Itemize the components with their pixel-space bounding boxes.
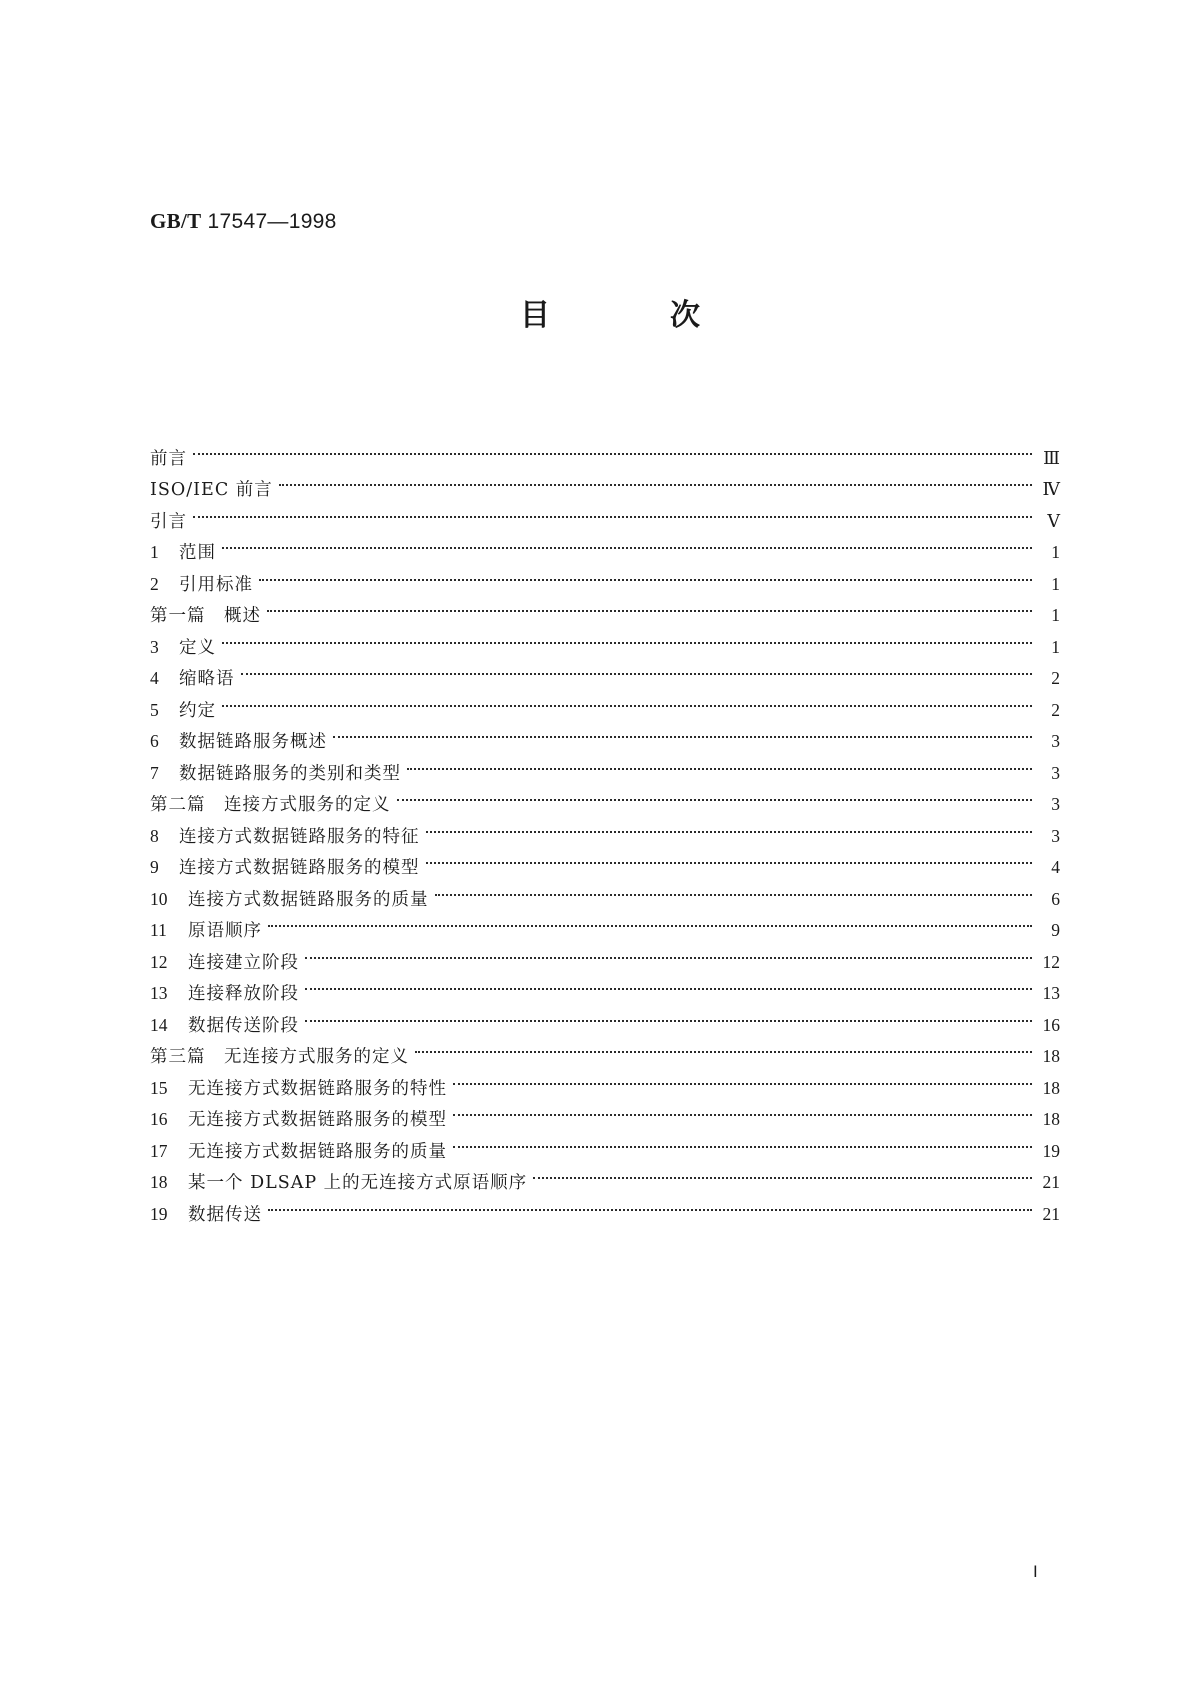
toc-dot-leader xyxy=(426,842,1035,874)
toc-entry-page: 1 xyxy=(1051,542,1060,562)
table-of-contents xyxy=(150,432,1060,1225)
toc-entry-page: 2 xyxy=(1051,699,1060,720)
toc-entry-page: 19 xyxy=(1042,1140,1060,1161)
toc-entry-page: Ⅳ xyxy=(1042,479,1060,499)
toc-entry[interactable] xyxy=(150,432,1060,469)
toc-entry-label: 数据传送 xyxy=(188,1204,262,1225)
toc-dot-leader xyxy=(193,432,1034,464)
toc-entry-label: 数据传送阶段 xyxy=(188,1015,299,1036)
toc-title xyxy=(520,298,700,334)
toc-entry-label: 范围 xyxy=(179,543,216,563)
toc-entry-label: 引用标准 xyxy=(179,574,253,595)
toc-entry-label: 第三篇 无连接方式服务的定义 xyxy=(150,1047,409,1067)
toc-entry[interactable] xyxy=(150,905,1060,941)
toc-entry-label: 连接方式数据链路服务的特征 xyxy=(179,826,420,847)
toc-entry-page: 18 xyxy=(1042,1109,1060,1129)
toc-entry-page: 1 xyxy=(1051,605,1060,625)
toc-entry-page: 3 xyxy=(1051,825,1060,846)
toc-dot-leader xyxy=(533,1157,1034,1189)
toc-entry-number: 11 xyxy=(150,920,167,940)
toc-entry-page: Ⅴ xyxy=(1047,510,1060,531)
toc-entry-label: 连接释放阶段 xyxy=(188,984,299,1004)
toc-entry-label: 连接方式数据链路服务的质量 xyxy=(188,889,429,910)
toc-entry-number: 3 xyxy=(150,636,159,657)
toc-entry-page: 1 xyxy=(1051,636,1060,657)
toc-entry[interactable] xyxy=(150,716,1060,752)
toc-entry[interactable] xyxy=(150,495,1060,532)
toc-entry-label: 缩略语 xyxy=(179,669,235,689)
toc-entry-number: 5 xyxy=(150,699,159,720)
toc-entry-number: 16 xyxy=(150,1109,168,1129)
toc-entry-number: 7 xyxy=(150,762,159,783)
toc-entry-page: 9 xyxy=(1051,920,1060,940)
toc-entry-label: 约定 xyxy=(179,700,216,721)
toc-entry-page: Ⅲ xyxy=(1043,447,1060,468)
toc-entry-page: 4 xyxy=(1051,857,1060,877)
toc-entry-number: 12 xyxy=(150,951,168,972)
toc-entry-label: 某一个 DLSAP 上的无连接方式原语顺序 xyxy=(188,1173,528,1193)
toc-entry[interactable] xyxy=(150,684,1060,721)
toc-dot-leader xyxy=(268,1188,1034,1220)
toc-entry-label: 无连接方式数据链路服务的特性 xyxy=(188,1078,447,1099)
toc-dot-leader xyxy=(453,1062,1034,1094)
toc-dot-leader xyxy=(268,905,1034,937)
standard-code xyxy=(150,208,337,235)
toc-entry-label: 前言 xyxy=(150,448,187,469)
toc-entry-label: 连接方式数据链路服务的模型 xyxy=(179,858,420,878)
toc-entry-number: 2 xyxy=(150,573,159,594)
standard-code-number: 17547—1998 xyxy=(207,210,337,233)
toc-dot-leader xyxy=(193,495,1034,527)
toc-entry-label: 数据链路服务的类别和类型 xyxy=(179,763,401,784)
toc-entry-page: 3 xyxy=(1051,794,1060,814)
toc-entry-label: ISO/IEC 前言 xyxy=(150,480,273,500)
toc-entry-page: 1 xyxy=(1051,573,1060,594)
toc-dot-leader xyxy=(305,968,1034,1000)
toc-entry-page: 21 xyxy=(1042,1203,1060,1224)
toc-entry-label: 无连接方式数据链路服务的模型 xyxy=(188,1110,447,1130)
toc-dot-leader xyxy=(415,1031,1034,1063)
toc-entry-number: 15 xyxy=(150,1077,168,1098)
toc-entry-page: 18 xyxy=(1042,1077,1060,1098)
toc-entry[interactable] xyxy=(150,558,1060,595)
toc-entry-label: 无连接方式数据链路服务的质量 xyxy=(188,1141,447,1162)
toc-entry-label: 第二篇 连接方式服务的定义 xyxy=(150,795,391,815)
toc-entry[interactable] xyxy=(150,464,1060,500)
toc-entry-page: 2 xyxy=(1051,668,1060,688)
standard-code-prefix: GB/T xyxy=(150,209,202,233)
toc-entry-number: 13 xyxy=(150,983,168,1003)
toc-entry-number: 1 xyxy=(150,542,159,562)
toc-dot-leader xyxy=(305,999,1034,1031)
page-number: Ⅰ xyxy=(1033,1564,1038,1581)
toc-title-char: 目 xyxy=(520,298,550,333)
toc-entry[interactable] xyxy=(150,1188,1060,1225)
toc-dot-leader xyxy=(435,873,1035,905)
toc-entry-number: 8 xyxy=(150,825,159,846)
toc-entry[interactable] xyxy=(150,527,1060,563)
toc-entry-page: 12 xyxy=(1042,951,1060,972)
toc-entry-number: 17 xyxy=(150,1140,168,1161)
toc-entry[interactable] xyxy=(150,653,1060,689)
toc-title-char: 次 xyxy=(670,298,700,333)
toc-entry-number: 4 xyxy=(150,668,159,688)
toc-dot-leader xyxy=(267,590,1034,622)
toc-entry-number: 14 xyxy=(150,1014,168,1035)
toc-dot-leader xyxy=(333,716,1034,748)
toc-dot-leader xyxy=(397,779,1035,811)
toc-dot-leader xyxy=(453,1094,1034,1126)
toc-dot-leader xyxy=(453,1125,1034,1157)
toc-entry[interactable] xyxy=(150,936,1060,973)
toc-dot-leader xyxy=(259,558,1034,590)
toc-entry-page: 3 xyxy=(1051,731,1060,751)
toc-entry-label: 连接建立阶段 xyxy=(188,952,299,973)
toc-dot-leader xyxy=(241,653,1035,685)
toc-entry[interactable] xyxy=(150,590,1060,626)
toc-entry-number: 19 xyxy=(150,1203,168,1224)
toc-entry-label: 第一篇 概述 xyxy=(150,606,261,626)
toc-entry[interactable] xyxy=(150,621,1060,658)
toc-entry-number: 6 xyxy=(150,731,159,751)
toc-entry-label: 定义 xyxy=(179,637,216,658)
toc-entry-number: 18 xyxy=(150,1172,168,1192)
toc-entry-number: 10 xyxy=(150,888,168,909)
toc-dot-leader xyxy=(279,464,1034,496)
toc-dot-leader xyxy=(222,621,1034,653)
toc-dot-leader xyxy=(222,527,1034,559)
toc-entry-page: 3 xyxy=(1051,762,1060,783)
toc-dot-leader xyxy=(426,810,1035,842)
toc-entry-page: 6 xyxy=(1051,888,1060,909)
toc-entry-page: 21 xyxy=(1042,1172,1060,1192)
toc-entry-label: 原语顺序 xyxy=(188,921,262,941)
toc-dot-leader xyxy=(222,684,1034,716)
toc-dot-leader xyxy=(407,747,1034,779)
toc-entry-page: 18 xyxy=(1042,1046,1060,1066)
toc-entry-label: 数据链路服务概述 xyxy=(179,732,327,752)
toc-entry-number: 9 xyxy=(150,857,159,877)
toc-dot-leader xyxy=(305,936,1034,968)
toc-entry-page: 16 xyxy=(1042,1014,1060,1035)
toc-entry-label: 引言 xyxy=(150,511,187,532)
toc-entry-page: 13 xyxy=(1042,983,1060,1003)
